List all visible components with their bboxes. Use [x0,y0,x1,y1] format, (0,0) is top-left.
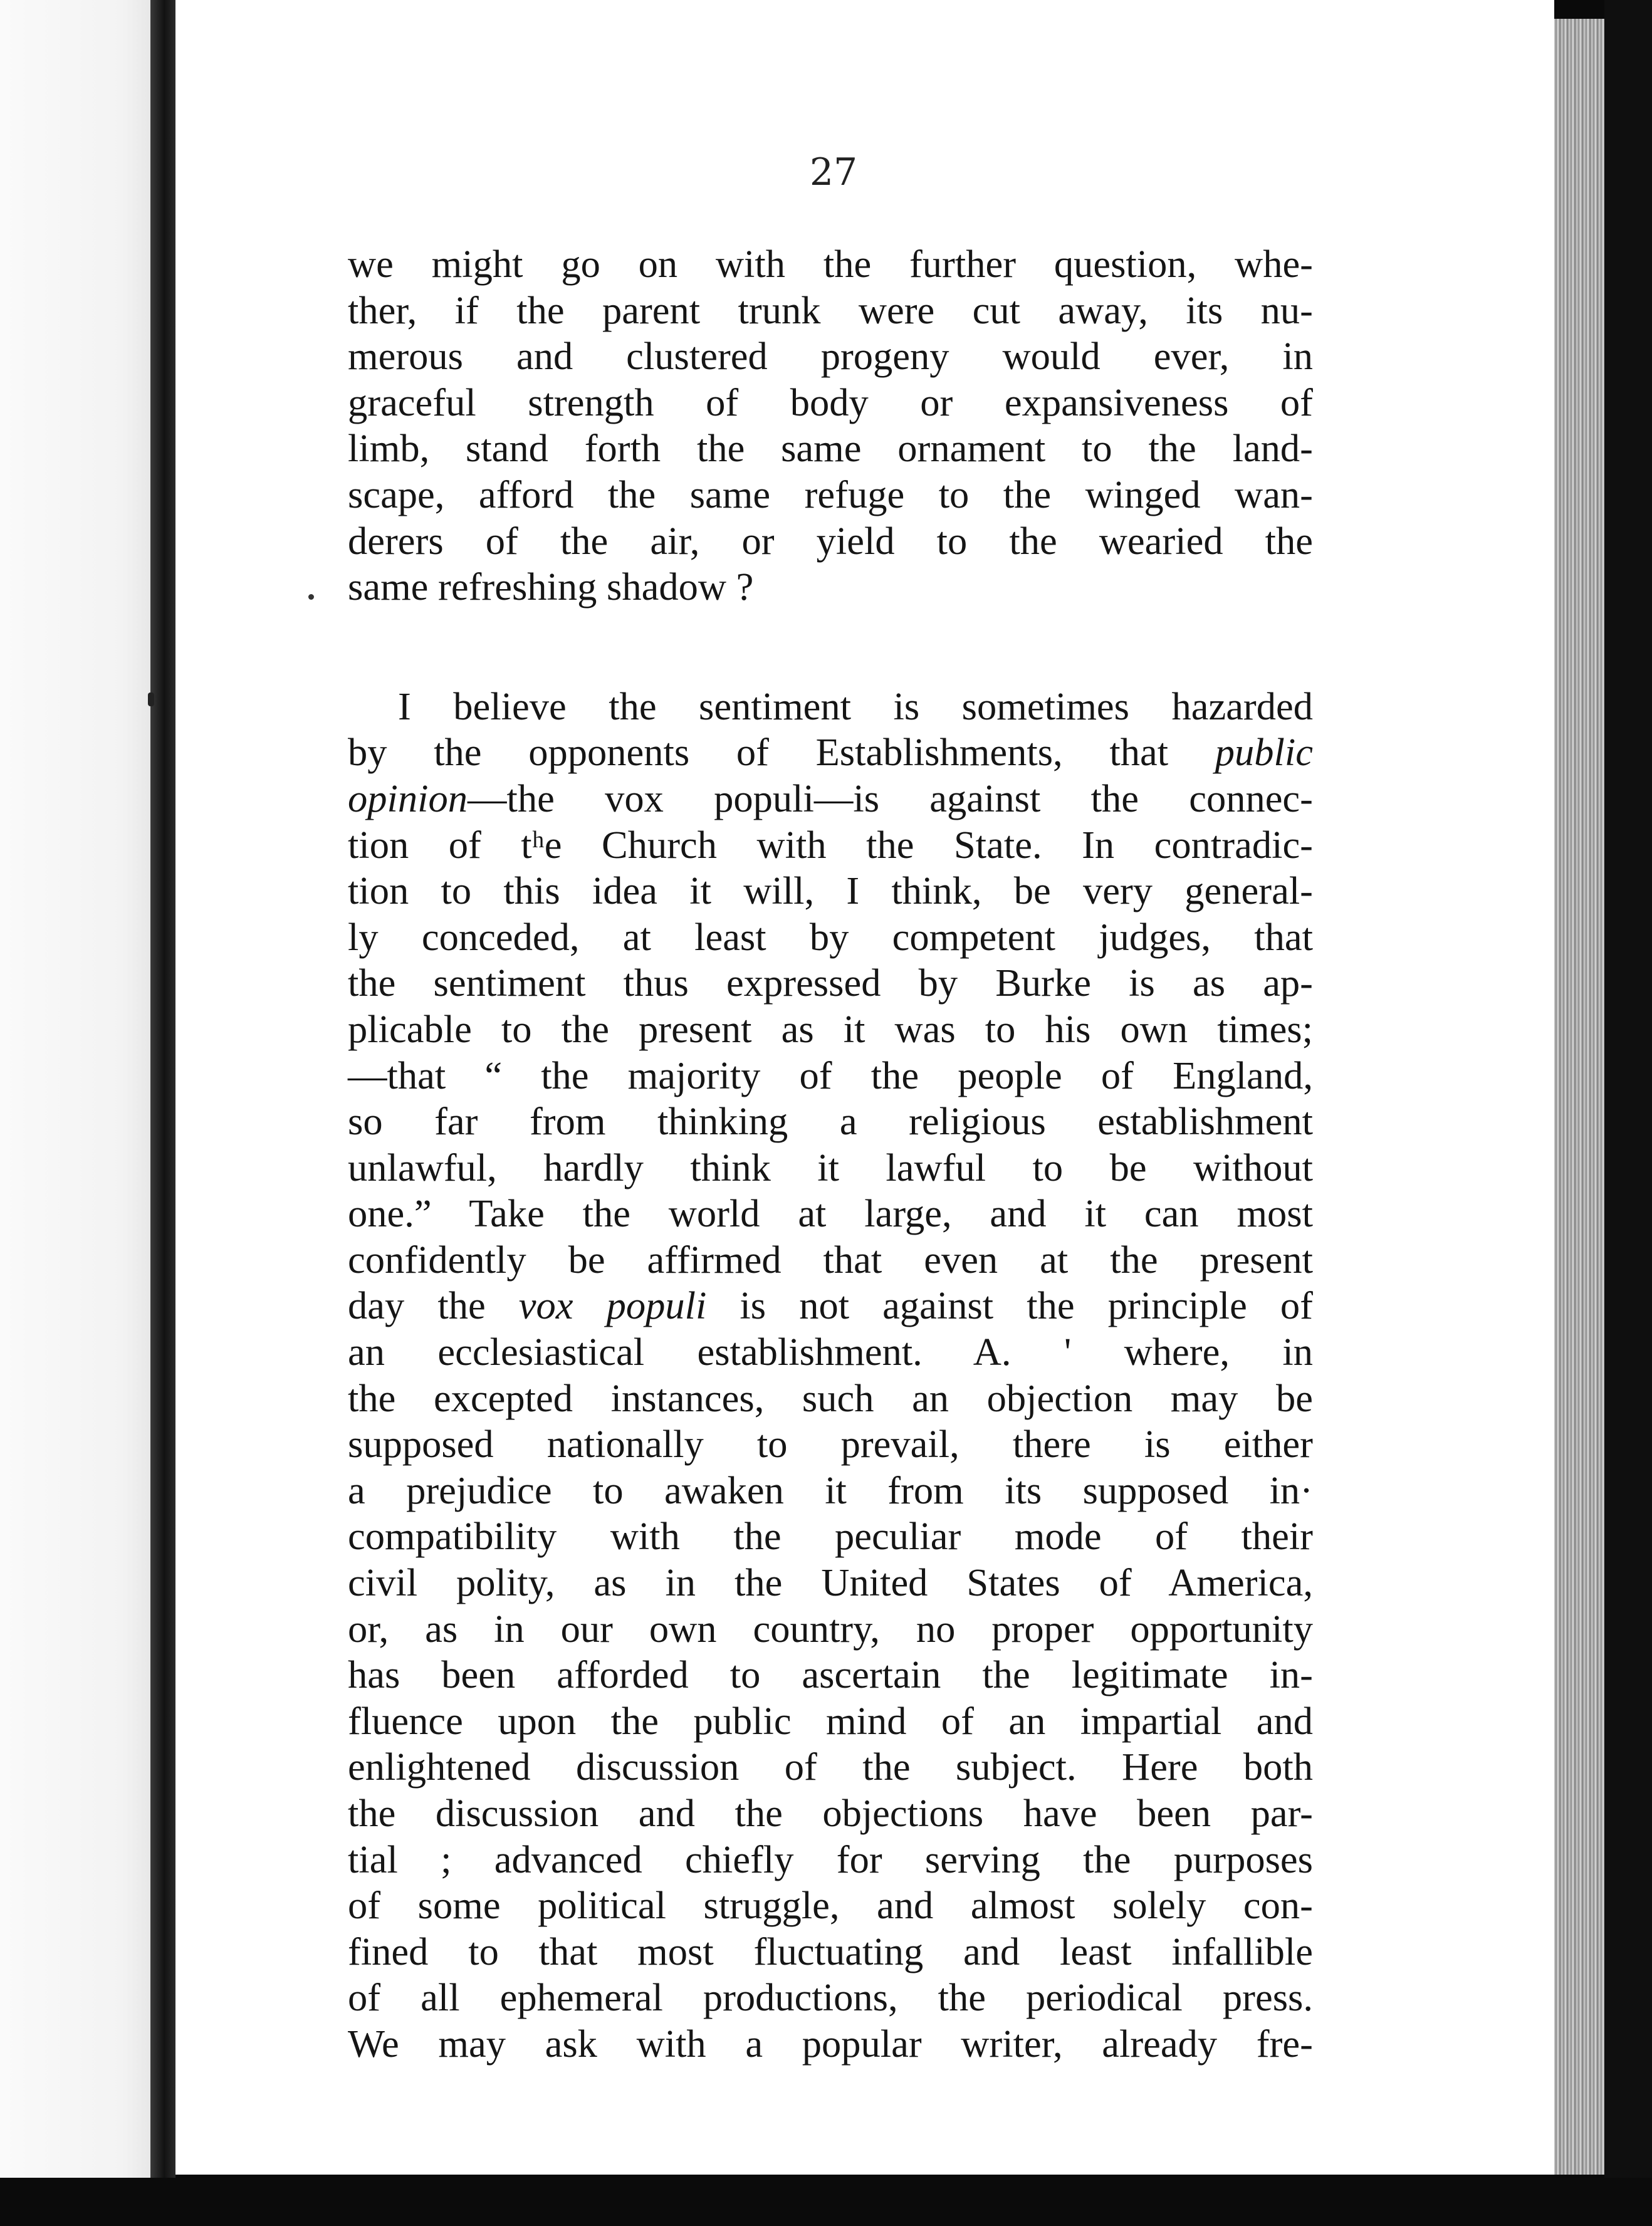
text-line: compatibility with the peculiar mode of their [348,1514,1313,1559]
italic-phrase: vox populi [518,1283,707,1328]
text-line: —that “ the majority of the people of England, [348,1053,1313,1097]
text-line: fined to that most fluctuating and least infallible [348,1929,1313,1973]
text-line: the sentiment thus expressed by Burke is as ap- [348,961,1313,1005]
text-run: is not against the principle of [706,1283,1313,1328]
text-line: I believe the sentiment is sometimes hazarded [398,684,1313,728]
text-line: of some political struggle, and almost solely con- [348,1883,1313,1928]
text-line: confidently be affirmed that even at the present [348,1237,1313,1282]
facing-page-edge [0,0,154,2181]
text-line: tion to this idea it will, I think, be very general- [348,869,1313,913]
text-line: has been afforded to ascertain the legitimate in- [348,1653,1313,1697]
text-run: day the [348,1283,519,1328]
italic-phrase: public [1215,730,1313,775]
text-line: tial ; advanced chiefly for serving the purposes [348,1837,1313,1881]
text-line: of all ephemeral productions, the periodical press. [348,1975,1313,2020]
text-line: derers of the air, or yield to the wearied the [348,518,1313,563]
text-line: a prejudice to awaken it from its supposed in· [348,1468,1313,1512]
text-line: fluence upon the public mind of an impartial and [348,1698,1313,1743]
text-line: supposed nationally to prevail, there is either [348,1422,1313,1466]
text-line: we might go on with the further question, whe- [348,242,1313,286]
text-line: enlightened discussion of the subject. Here both [348,1745,1313,1789]
paragraph [348,684,1313,2067]
text-line: We may ask with a popular writer, already fre- [348,2021,1313,2066]
text-run: —the vox populi—is against the connec- [467,776,1313,820]
text-line: one.” Take the world at large, and it can most [348,1191,1313,1236]
text-line: civil polity, as in the United States of America, [348,1560,1313,1605]
right-scan-border [1604,0,1652,2226]
text-line: same refreshing shadow ? [348,565,754,609]
page-stack-edge [1554,19,1604,2175]
text-line: the excepted instances, such an objection may be [348,1376,1313,1420]
text-line: limb, stand forth the same ornament to the land- [348,426,1313,471]
text-line: the discussion and the objections have been par- [348,1791,1313,1835]
paragraph [348,241,1313,610]
bottom-scan-border [0,2178,1652,2226]
left-margin-speck [148,692,154,706]
text-line: ther, if the parent trunk were cut away, its nu- [348,288,1313,332]
text-line: ly conceded, at least by competent judges, that [348,914,1313,959]
text-line: so far from thinking a religious establishment [348,1099,1313,1144]
text-line: scape, afford the same refuge to the winged wan- [348,472,1313,516]
text-line [348,776,1313,822]
text-line [348,1283,1313,1329]
text-run: by the opponents of Establishments, that [348,730,1215,775]
paragraph-gap [348,610,1313,684]
text-line: unlawful, hardly think it lawful to be without [348,1145,1313,1189]
text-line: or, as in our own country, no proper opportunity [348,1606,1313,1651]
text-line: tion of tʰe Church with the State. In contradic- [348,822,1313,867]
text-line: graceful strength of body or expansiveness of [348,380,1313,424]
text-line: merous and clustered progeny would ever, in [348,334,1313,379]
page-number: 27 [809,150,858,194]
book-gutter [150,0,175,2181]
text-line: an ecclesiastical establishment. A. ' where, in [348,1330,1313,1374]
text-line: plicable to the present as it was to his own times; [348,1006,1313,1051]
margin-speck [308,594,314,600]
italic-phrase: opinion [348,776,468,820]
body-text [348,241,1313,2067]
text-line [348,729,1313,776]
